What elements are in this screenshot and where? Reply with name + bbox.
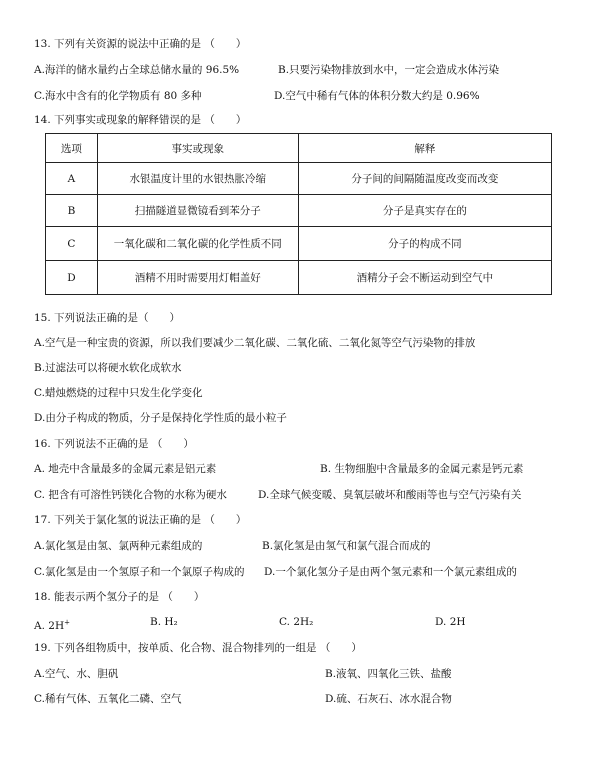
question-16-option-b: B. 生物细胞中含量最多的金属元素是钙元素 bbox=[320, 463, 524, 475]
question-16-option-c: C. 把含有可溶性钙镁化合物的水称为硬水 bbox=[34, 489, 227, 501]
table-cell-option: D bbox=[46, 261, 98, 295]
question-19-stem: 19. 下列各组物质中，按单质、化合物、混合物排列的一组是 （ ） bbox=[34, 642, 362, 654]
table-cell-option: A bbox=[46, 163, 98, 195]
question-19-option-a: A.空气、水、胆矾 bbox=[34, 668, 119, 680]
table-row bbox=[46, 195, 552, 227]
table-cell-explanation: 酒精分子会不断运动到空气中 bbox=[298, 261, 551, 295]
question-18-option-b: B. H₂ bbox=[150, 616, 178, 628]
question-14-stem: 14. 下列事实或现象的解释错误的是 （ ） bbox=[34, 114, 247, 126]
question-16-options-row-2 bbox=[34, 486, 569, 504]
question-19-option-d: D.硫、石灰石、冰水混合物 bbox=[325, 693, 452, 705]
question-19-options-row-1 bbox=[34, 665, 569, 683]
question-18-option-c: C. 2H₂ bbox=[279, 616, 314, 628]
question-13-option-d: D.空气中稀有气体的体积分数大约是 0.96% bbox=[274, 90, 480, 102]
question-17-option-c: C.氯化氢是由一个氢原子和一个氯原子构成的 bbox=[34, 566, 245, 578]
question-14-table bbox=[45, 133, 552, 295]
question-13-options-row-1 bbox=[34, 61, 569, 79]
question-16-stem: 16. 下列说法不正确的是 （ ） bbox=[34, 438, 194, 450]
question-15-option-b: B.过滤法可以将硬水软化成软水 bbox=[34, 362, 182, 374]
table-cell-fact: 水银温度计里的水银热胀冷缩 bbox=[97, 163, 298, 195]
question-16-option-a: A. 地壳中含量最多的金属元素是铝元素 bbox=[34, 463, 217, 475]
question-19-option-c: C.稀有气体、五氧化二磷、空气 bbox=[34, 693, 182, 705]
table-row bbox=[46, 261, 552, 295]
question-15-stem: 15. 下列说法正确的是（ ） bbox=[34, 312, 181, 324]
table-cell-explanation: 分子间的间隔随温度改变而改变 bbox=[298, 163, 551, 195]
table-header-explanation: 解释 bbox=[298, 134, 551, 163]
question-17-stem: 17. 下列关于氯化氢的说法正确的是 （ ） bbox=[34, 514, 247, 526]
table-cell-option: C bbox=[46, 227, 98, 261]
question-17-options-row-1 bbox=[34, 537, 569, 555]
question-18-stem: 18. 能表示两个氢分子的是 （ ） bbox=[34, 591, 205, 603]
question-17-option-b: B.氯化氢是由氢气和氯气混合而成的 bbox=[262, 540, 431, 552]
question-13-option-c: C.海水中含有的化学物质有 80 多种 bbox=[34, 90, 202, 102]
question-15-option-a: A.空气是一种宝贵的资源，所以我们要减少二氧化碳、二氧化硫、二氧化氮等空气污染物的排放 bbox=[34, 337, 476, 349]
table-cell-fact: 酒精不用时需要用灯帽盖好 bbox=[97, 261, 298, 295]
table-cell-option: B bbox=[46, 195, 98, 227]
question-18-option-a bbox=[34, 620, 70, 632]
question-17-option-a: A.氯化氢是由氢、氯两种元素组成的 bbox=[34, 540, 203, 552]
table-cell-explanation: 分子是真实存在的 bbox=[298, 195, 551, 227]
question-13-options-row-2 bbox=[34, 87, 569, 105]
question-16-options-row-1 bbox=[34, 460, 569, 478]
question-18-option-d: D. 2H bbox=[435, 616, 466, 628]
question-18-option-a-superscript: + bbox=[64, 618, 70, 626]
table-row bbox=[46, 163, 552, 195]
table-row bbox=[46, 227, 552, 261]
table-header-row bbox=[46, 134, 552, 163]
question-19-options-row-2 bbox=[34, 690, 569, 708]
question-19-option-b: B.液氧、四氧化三铁、盐酸 bbox=[325, 668, 452, 680]
question-13-stem: 13. 下列有关资源的说法中正确的是 （ ） bbox=[34, 38, 247, 50]
question-18-option-a-text: A. 2H bbox=[34, 619, 65, 632]
question-15-option-d: D.由分子构成的物质，分子是保持化学性质的最小粒子 bbox=[34, 412, 287, 424]
table-header-option: 选项 bbox=[46, 134, 98, 163]
question-17-options-row-2 bbox=[34, 563, 569, 581]
question-16-option-d: D.全球气候变暖、臭氧层破坏和酸雨等也与空气污染有关 bbox=[258, 489, 522, 501]
table-cell-fact: 一氧化碳和二氧化碳的化学性质不同 bbox=[97, 227, 298, 261]
table-cell-explanation: 分子的构成不同 bbox=[298, 227, 551, 261]
table-header-fact: 事实或现象 bbox=[97, 134, 298, 163]
question-17-option-d: D.一个氯化氢分子是由两个氢元素和一个氯元素组成的 bbox=[264, 566, 517, 578]
question-13-option-b: B.只要污染物排放到水中，一定会造成水体污染 bbox=[278, 64, 500, 76]
table-cell-fact: 扫描隧道显微镜看到苯分子 bbox=[97, 195, 298, 227]
question-18-options-row bbox=[34, 613, 569, 631]
question-15-option-c: C.蜡烛燃烧的过程中只发生化学变化 bbox=[34, 387, 203, 399]
question-13-option-a: A.海洋的储水量约占全球总储水量的 96.5% bbox=[34, 64, 240, 76]
